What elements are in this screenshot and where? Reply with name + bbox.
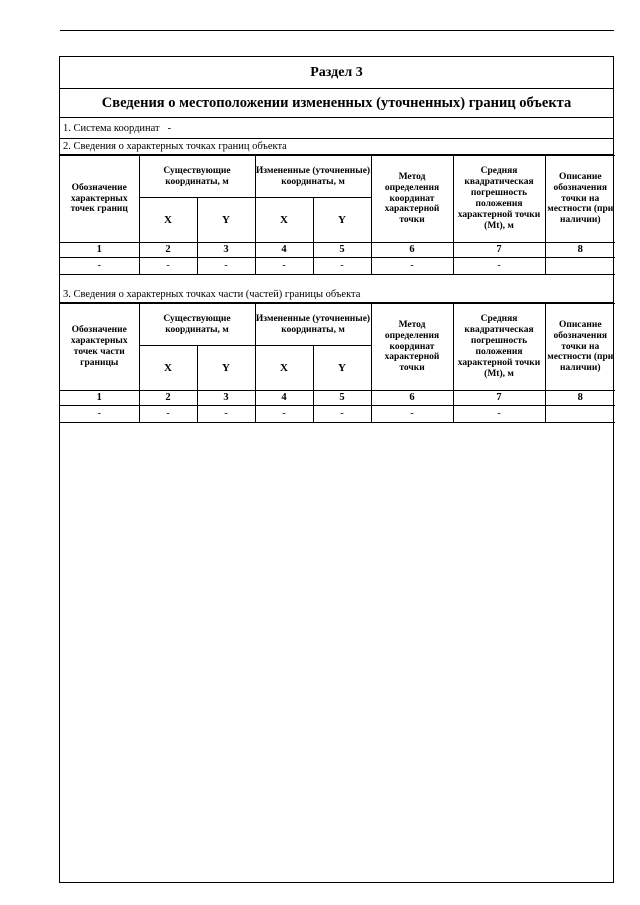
t2-col-number: 7 [453,391,545,406]
table2-caption: 3. Сведения о характерных точках части (частей) границы объекта [60,287,613,303]
t2-col-number: 3 [197,391,255,406]
t1-cell: - [60,258,139,275]
t1-col-number: 3 [197,243,255,258]
t2-header-x: X [139,346,197,391]
t2-header-y: Y [197,346,255,391]
t2-cell: - [255,406,313,423]
t1-header-x: X [139,198,197,243]
table1 [60,155,615,275]
t2-cell: - [60,406,139,423]
t2-col-number: 2 [139,391,197,406]
t1-cell: - [255,258,313,275]
t2-header-method: Метод определения координат характерной точки [371,304,453,391]
t1-header-existing: Существующие координаты, м [139,156,255,198]
t2-cell: - [197,406,255,423]
t2-header-accuracy: Средняя квадратическая погрешность положения характерной точки (Mt), м [453,304,545,391]
t2-header-description: Описание обозначения точки на местности (при наличии) [545,304,615,391]
t1-header-x2: X [255,198,313,243]
section-frame [59,56,614,883]
coord-system-row [60,118,613,139]
table2 [60,303,615,423]
t1-cell: - [453,258,545,275]
t1-col-number: 5 [313,243,371,258]
table1-caption: 2. Сведения о характерных точках границ объекта [60,139,613,155]
t2-header-x2: X [255,346,313,391]
t1-col-number: 4 [255,243,313,258]
t2-cell: - [313,406,371,423]
t2-cell: - [371,406,453,423]
t1-header-description: Описание обозначения точки на местности (при наличии) [545,156,615,243]
t2-cell: - [139,406,197,423]
t2-number-row [60,391,615,406]
t1-col-number: 1 [60,243,139,258]
t1-number-row [60,243,615,258]
t2-col-number: 1 [60,391,139,406]
t1-cell: - [197,258,255,275]
t2-header-existing: Существующие координаты, м [139,304,255,346]
t1-col-number: 8 [545,243,615,258]
t1-header-designation: Обозначение характерных точек границ [60,156,139,243]
t2-col-number: 4 [255,391,313,406]
coord-system-label: 1. Система координат [63,122,160,134]
t1-col-number: 7 [453,243,545,258]
t1-cell: - [371,258,453,275]
t1-header-method: Метод определения координат характерной точки [371,156,453,243]
t2-header-y2: Y [313,346,371,391]
t2-col-number: 6 [371,391,453,406]
t2-header-changed: Измененные (уточненные) координаты, м [255,304,371,346]
coord-system-value: - [167,122,172,134]
t2-col-number: 8 [545,391,615,406]
t1-cell [545,258,615,275]
t1-header-changed: Измененные (уточненные) координаты, м [255,156,371,198]
section-title: Раздел 3 [60,57,613,89]
t2-cell: - [453,406,545,423]
t2-data-row [60,406,615,423]
t2-header-designation: Обозначение характерных точек части границы [60,304,139,391]
t1-col-number: 6 [371,243,453,258]
top-rule [60,30,614,31]
t2-cell [545,406,615,423]
t1-col-number: 2 [139,243,197,258]
t1-cell: - [313,258,371,275]
t1-header-accuracy: Средняя квадратическая погрешность положения характерной точки (Mt), м [453,156,545,243]
t1-header-y: Y [197,198,255,243]
t2-col-number: 5 [313,391,371,406]
t1-data-row [60,258,615,275]
section-subtitle: Сведения о местоположении измененных (уточненных) границ объекта [60,89,613,118]
t1-cell: - [139,258,197,275]
t1-header-y2: Y [313,198,371,243]
